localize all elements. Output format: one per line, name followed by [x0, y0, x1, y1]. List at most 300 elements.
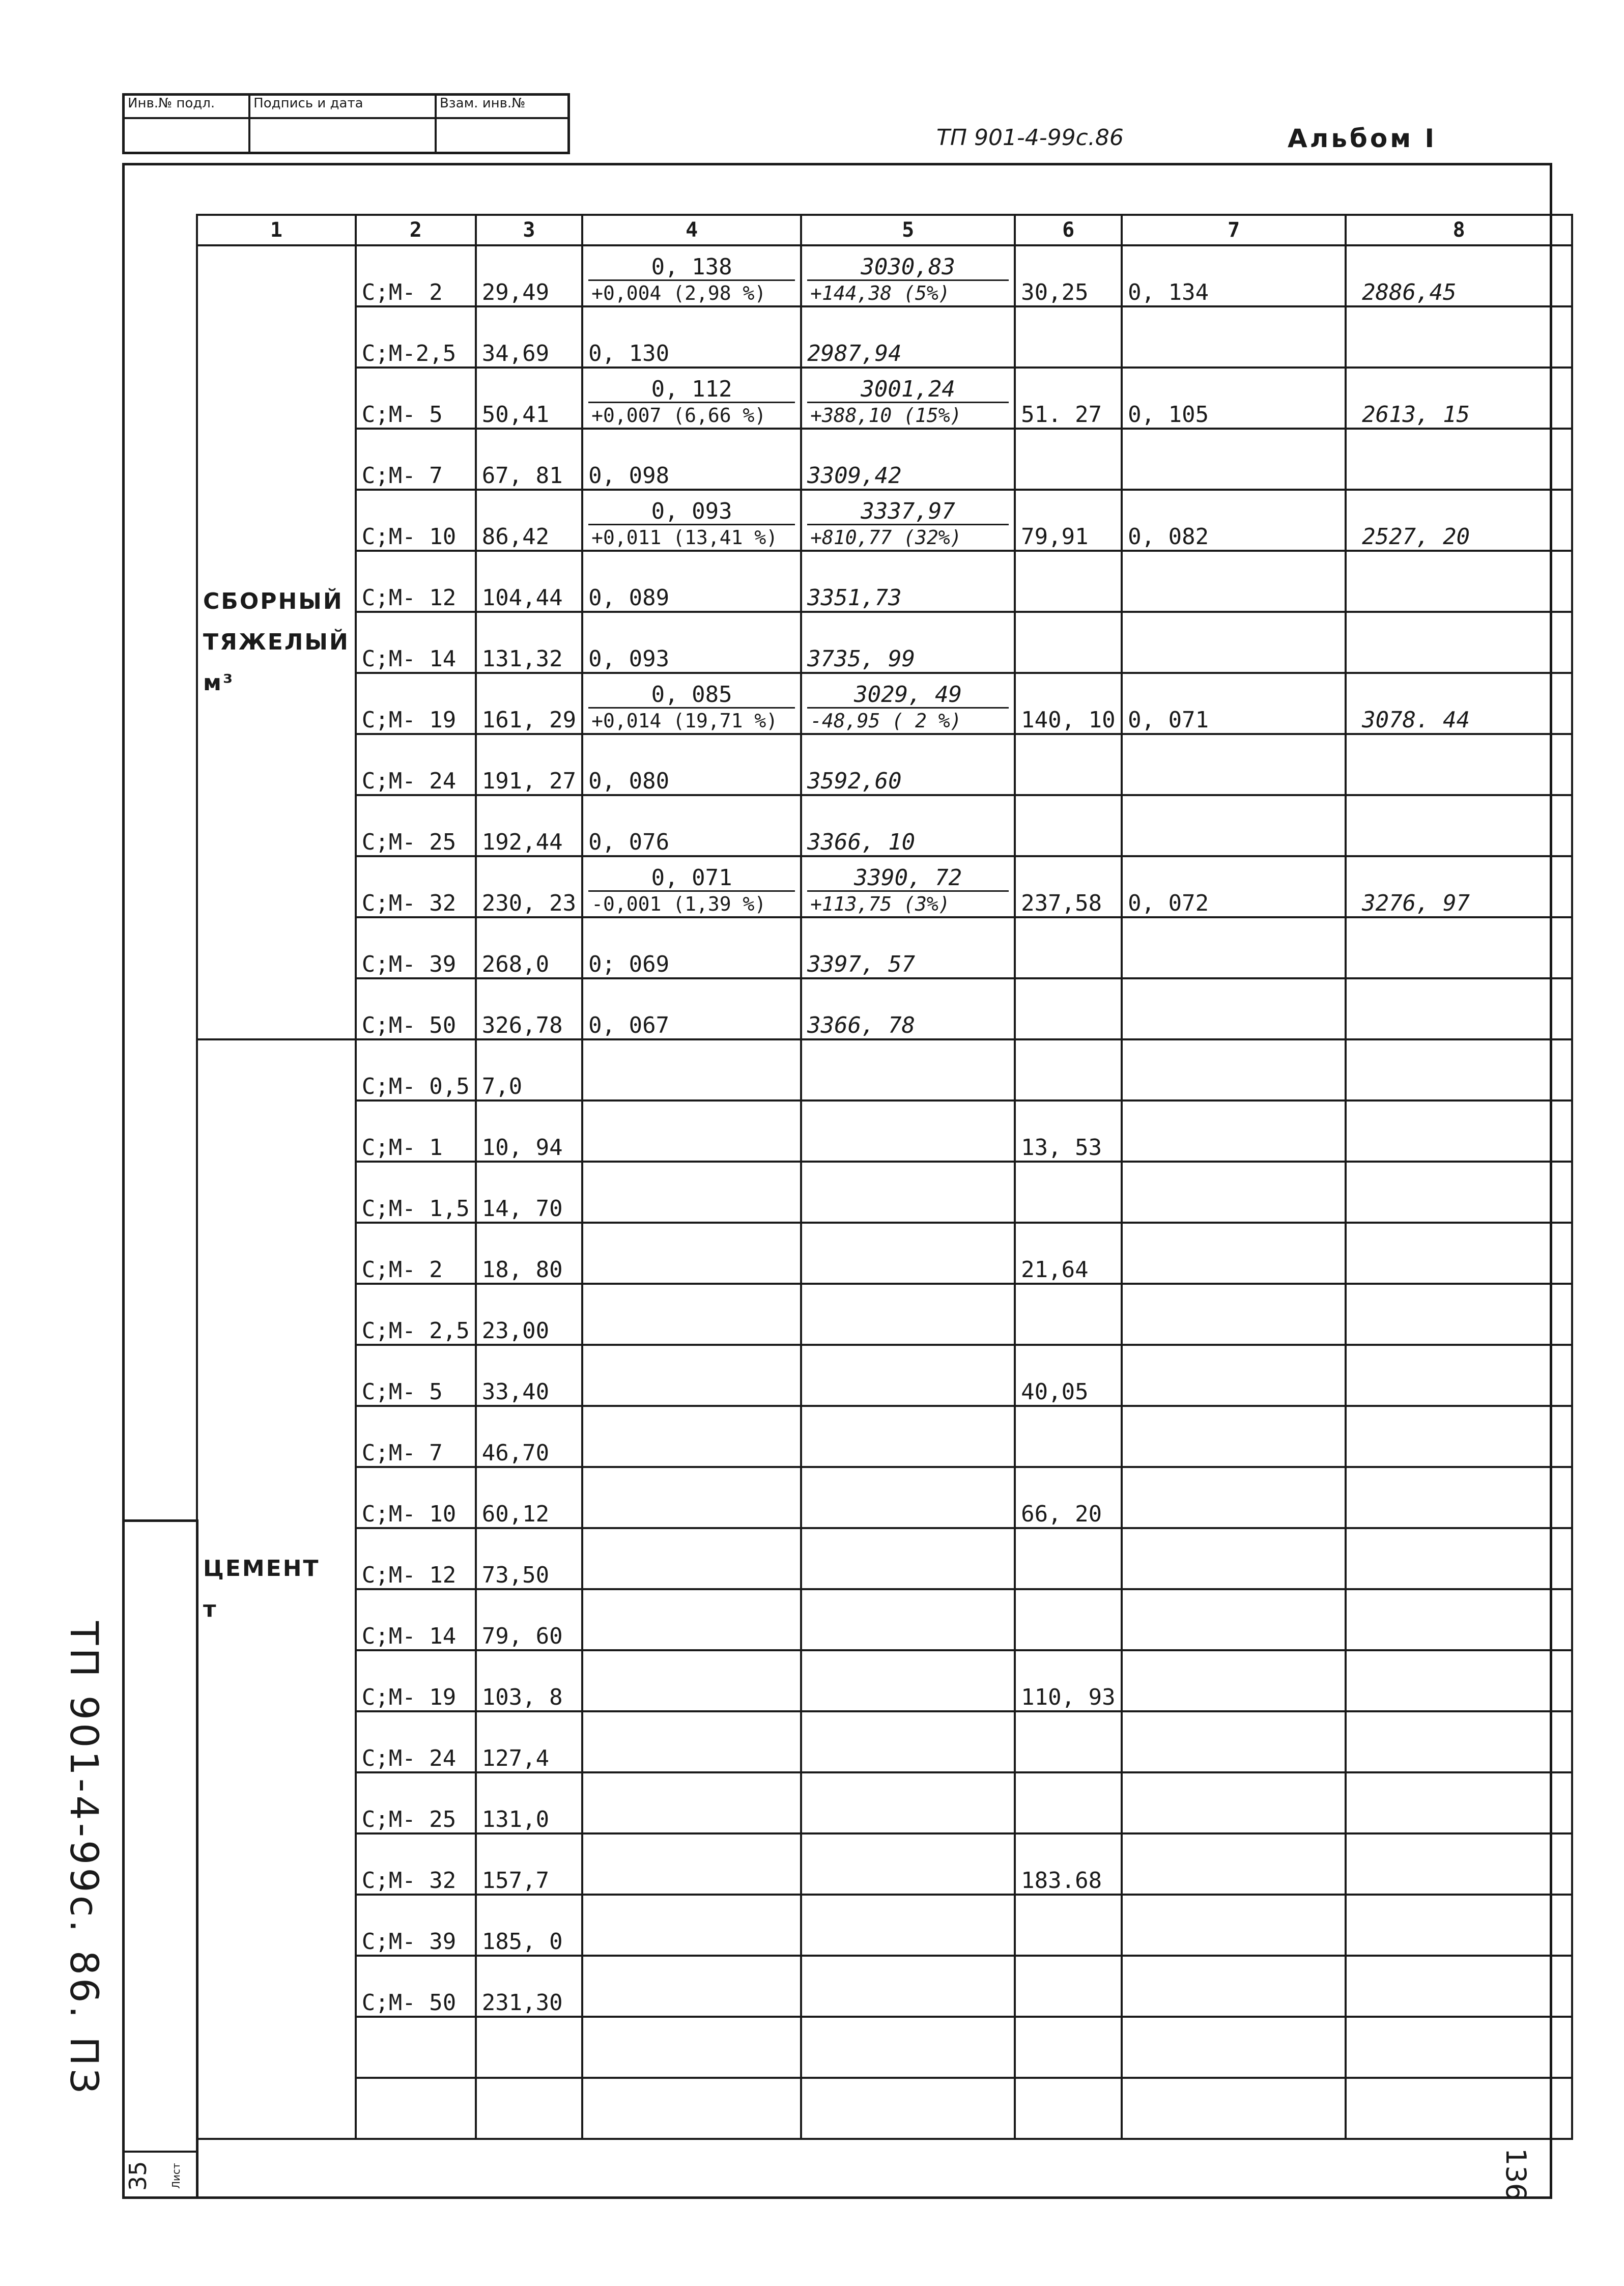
- cell-c5: [801, 1039, 1015, 1100]
- table-row: [197, 1956, 1572, 2017]
- cell-col7: [1122, 1772, 1346, 1833]
- cell-mark: С;М- 39: [356, 1895, 476, 1956]
- cell-col3: 192,44: [476, 795, 582, 856]
- cell-col7: [1122, 1406, 1346, 1467]
- cell-col7: [1122, 1284, 1346, 1345]
- cell-mark: С;М- 32: [356, 856, 476, 917]
- cell-mark: [356, 2078, 476, 2139]
- stamp-cell-signature-label: Подпись и дата: [253, 96, 363, 111]
- cell-col7: [1122, 1528, 1346, 1589]
- cell-col8: [1346, 1284, 1572, 1345]
- fraction-bottom: +113,75 (3%): [810, 893, 950, 915]
- cell-mark: С;М- 24: [356, 734, 476, 795]
- table-row: [197, 245, 1572, 306]
- cell-col3: 103, 8: [476, 1650, 582, 1711]
- fraction-top: 3030,83: [807, 255, 1009, 281]
- cell-col7: 0, 105: [1122, 368, 1346, 429]
- cell-col8: [1346, 1162, 1572, 1223]
- table-row: [197, 1772, 1572, 1833]
- fraction: [588, 499, 795, 550]
- cell-col8: [1346, 1345, 1572, 1406]
- cell-col6: [1015, 1162, 1122, 1223]
- cell-c5: [801, 1406, 1015, 1467]
- group-label-line: СБОРНЫЙ: [203, 588, 344, 614]
- table-row: [197, 368, 1572, 429]
- cell-col7: [1122, 734, 1346, 795]
- table-row: [197, 612, 1572, 673]
- cell-col6: [1015, 1589, 1122, 1650]
- cell-col7: 0, 134: [1122, 245, 1346, 306]
- fraction-top: 3337,97: [807, 499, 1009, 525]
- vertical-document-code: ТП 901-4-99с. 86. ПЗ: [62, 1621, 107, 2097]
- fraction-bottom: +0,004 (2,98 %): [591, 282, 766, 304]
- cell-c4: 0, 130: [582, 306, 801, 368]
- stamp-cell-replacement: [437, 96, 567, 152]
- cell-col8: [1346, 1467, 1572, 1528]
- cell-c5: [801, 1528, 1015, 1589]
- table-row: [197, 1895, 1572, 1956]
- cell-c5: 3366, 78: [801, 978, 1015, 1039]
- cell-c5: [801, 245, 1015, 306]
- cell-mark: С;М- 12: [356, 551, 476, 612]
- fraction: [807, 255, 1009, 305]
- cell-col8: [1346, 2078, 1572, 2139]
- cell-col8: [1346, 429, 1572, 490]
- fraction-top: 3390, 72: [807, 866, 1009, 892]
- cell-c4: [582, 1284, 801, 1345]
- table-row: [197, 1589, 1572, 1650]
- cell-mark: С;М- 2: [356, 245, 476, 306]
- cell-col3: 34,69: [476, 306, 582, 368]
- fraction: [588, 377, 795, 428]
- cell-mark: С;М- 10: [356, 1467, 476, 1528]
- table-row: [197, 1467, 1572, 1528]
- cell-col8: 2886,45: [1346, 245, 1572, 306]
- cell-c5: [801, 1650, 1015, 1711]
- cell-mark: С;М- 2: [356, 1223, 476, 1284]
- cell-c4: [582, 1956, 801, 2017]
- sheet-box: [122, 2151, 198, 2199]
- cell-col6: 110, 93: [1015, 1650, 1122, 1711]
- fraction-bottom: -48,95 ( 2 %): [810, 710, 962, 732]
- cell-c4: [582, 1833, 801, 1895]
- group-label-line: м³: [203, 670, 235, 696]
- cell-c4: [582, 2017, 801, 2078]
- cell-col8: [1346, 734, 1572, 795]
- cell-c4: [582, 673, 801, 734]
- cell-col3: 230, 23: [476, 856, 582, 917]
- cell-c4: [582, 1162, 801, 1223]
- table-row: [197, 917, 1572, 978]
- cell-c4: [582, 1895, 801, 1956]
- cell-mark: С;М- 12: [356, 1528, 476, 1589]
- table-row: [197, 1528, 1572, 1589]
- table-row: [197, 1711, 1572, 1772]
- cell-col6: 237,58: [1015, 856, 1122, 917]
- cell-mark: С;М- 2,5: [356, 1284, 476, 1345]
- cell-col8: [1346, 1711, 1572, 1772]
- fraction: [807, 499, 1009, 550]
- cell-col3: 231,30: [476, 1956, 582, 2017]
- cell-col8: [1346, 1528, 1572, 1589]
- cell-col7: [1122, 1711, 1346, 1772]
- cell-col3: 326,78: [476, 978, 582, 1039]
- column-header-1: 1: [197, 215, 356, 245]
- cell-col8: [1346, 1895, 1572, 1956]
- cell-c4: [582, 1650, 801, 1711]
- cell-c4: 0, 098: [582, 429, 801, 490]
- cell-col3: 67, 81: [476, 429, 582, 490]
- cell-c5: 3735, 99: [801, 612, 1015, 673]
- cell-mark: [356, 2017, 476, 2078]
- group-label-line: ЦЕМЕНТ: [203, 1556, 320, 1582]
- cell-c4: [582, 2078, 801, 2139]
- fraction-bottom: +810,77 (32%): [810, 526, 962, 549]
- document-code: ТП 901-4-99с.86: [936, 125, 1124, 151]
- table-row: [197, 1650, 1572, 1711]
- cell-col6: 183.68: [1015, 1833, 1122, 1895]
- cell-col7: [1122, 612, 1346, 673]
- cell-col7: [1122, 429, 1346, 490]
- cell-mark: С;М- 5: [356, 368, 476, 429]
- cell-col3: [476, 2078, 582, 2139]
- cell-mark: С;М- 10: [356, 490, 476, 551]
- group-label-line: ТЯЖЕЛЫЙ: [203, 629, 350, 655]
- cell-c4: 0, 093: [582, 612, 801, 673]
- cell-col3: 46,70: [476, 1406, 582, 1467]
- fraction-top: 3029, 49: [807, 683, 1009, 709]
- cell-c5: [801, 1284, 1015, 1345]
- table-row: [197, 856, 1572, 917]
- group-label-2: [197, 1039, 356, 2139]
- cell-col7: [1122, 1833, 1346, 1895]
- cell-col6: [1015, 795, 1122, 856]
- cell-col8: [1346, 917, 1572, 978]
- cell-c5: 3351,73: [801, 551, 1015, 612]
- sheet-label: Лист: [170, 2163, 182, 2189]
- estimate-table: [196, 214, 1573, 2140]
- cell-col3: 268,0: [476, 917, 582, 978]
- fraction: [807, 683, 1009, 733]
- stamp-cell-signature: [250, 96, 437, 152]
- cell-col6: [1015, 1528, 1122, 1589]
- table-row: [197, 1162, 1572, 1223]
- cell-mark: С;М- 14: [356, 612, 476, 673]
- table-row: [197, 306, 1572, 368]
- cell-c5: [801, 1956, 1015, 2017]
- cell-col3: 10, 94: [476, 1100, 582, 1162]
- table-row: [197, 673, 1572, 734]
- cell-mark: С;М- 25: [356, 795, 476, 856]
- approval-stamp: [122, 93, 570, 154]
- cell-c4: [582, 1223, 801, 1284]
- fraction: [588, 866, 795, 916]
- column-header-4: 4: [582, 215, 801, 245]
- cell-col7: [1122, 1039, 1346, 1100]
- cell-col6: [1015, 551, 1122, 612]
- group-label-1: [197, 245, 356, 1039]
- cell-col6: 21,64: [1015, 1223, 1122, 1284]
- cell-col3: 86,42: [476, 490, 582, 551]
- cell-col6: [1015, 306, 1122, 368]
- cell-col3: 79, 60: [476, 1589, 582, 1650]
- fraction-top: 0, 085: [588, 683, 795, 709]
- cell-col8: 3078. 44: [1346, 673, 1572, 734]
- cell-mark: С;М- 25: [356, 1772, 476, 1833]
- cell-mark: С;М- 24: [356, 1711, 476, 1772]
- cell-col6: [1015, 2017, 1122, 2078]
- cell-mark: С;М- 50: [356, 1956, 476, 2017]
- cell-col6: 30,25: [1015, 245, 1122, 306]
- cell-col7: [1122, 1895, 1346, 1956]
- cell-col3: 60,12: [476, 1467, 582, 1528]
- table-row: [197, 1223, 1572, 1284]
- fraction-top: 0, 112: [588, 377, 795, 403]
- cell-col8: [1346, 1650, 1572, 1711]
- column-header-6: 6: [1015, 215, 1122, 245]
- cell-col7: [1122, 1650, 1346, 1711]
- cell-col3: 157,7: [476, 1833, 582, 1895]
- fraction: [588, 255, 795, 305]
- cell-c5: 2987,94: [801, 306, 1015, 368]
- stamp-cell-inventory-label: Инв.№ подл.: [128, 96, 215, 111]
- cell-mark: С;М- 7: [356, 1406, 476, 1467]
- cell-mark: С;М- 1,5: [356, 1162, 476, 1223]
- cell-mark: С;М- 32: [356, 1833, 476, 1895]
- cell-col6: [1015, 1772, 1122, 1833]
- cell-col8: [1346, 1100, 1572, 1162]
- table-row: [197, 2078, 1572, 2139]
- fraction: [588, 683, 795, 733]
- cell-col8: [1346, 1772, 1572, 1833]
- table-row: [197, 1039, 1572, 1100]
- cell-col8: [1346, 551, 1572, 612]
- fraction-top: 3001,24: [807, 377, 1009, 403]
- cell-col7: [1122, 551, 1346, 612]
- cell-col6: [1015, 1039, 1122, 1100]
- cell-col3: 73,50: [476, 1528, 582, 1589]
- cell-col6: [1015, 612, 1122, 673]
- album-label: Альбом I: [1288, 124, 1437, 153]
- cell-col8: [1346, 1833, 1572, 1895]
- table-row: [197, 1345, 1572, 1406]
- cell-c5: 3366, 10: [801, 795, 1015, 856]
- cell-col3: 131,32: [476, 612, 582, 673]
- column-header-2: 2: [356, 215, 476, 245]
- column-header-8: 8: [1346, 215, 1572, 245]
- cell-col6: [1015, 1284, 1122, 1345]
- cell-c5: [801, 490, 1015, 551]
- cell-col6: [1015, 2078, 1122, 2139]
- cell-c4: [582, 1345, 801, 1406]
- cell-c4: [582, 1039, 801, 1100]
- table-row: [197, 551, 1572, 612]
- table-row: [197, 429, 1572, 490]
- cell-c4: [582, 1467, 801, 1528]
- cell-col3: 14, 70: [476, 1162, 582, 1223]
- cell-col6: [1015, 429, 1122, 490]
- cell-col8: [1346, 1039, 1572, 1100]
- cell-col6: [1015, 1956, 1122, 2017]
- stamp-cell-replacement-label: Взам. инв.№: [439, 96, 526, 111]
- table-row: [197, 1284, 1572, 1345]
- column-header-3: 3: [476, 215, 582, 245]
- cell-col6: 51. 27: [1015, 368, 1122, 429]
- fraction-bottom: +0,007 (6,66 %): [591, 404, 766, 427]
- cell-col7: [1122, 1467, 1346, 1528]
- fraction: [807, 866, 1009, 916]
- cell-col6: 40,05: [1015, 1345, 1122, 1406]
- cell-col7: [1122, 917, 1346, 978]
- cell-c4: [582, 1100, 801, 1162]
- cell-col6: 79,91: [1015, 490, 1122, 551]
- cell-col7: 0, 072: [1122, 856, 1346, 917]
- cell-col8: [1346, 2017, 1572, 2078]
- cell-col8: [1346, 1406, 1572, 1467]
- cell-c4: [582, 1528, 801, 1589]
- fraction-bottom: +0,014 (19,71 %): [591, 710, 778, 732]
- cell-col3: 23,00: [476, 1284, 582, 1345]
- cell-mark: С;М- 14: [356, 1589, 476, 1650]
- cell-mark: С;М- 1: [356, 1100, 476, 1162]
- title-sidebar: [122, 1519, 198, 2199]
- table-row: [197, 1406, 1572, 1467]
- table-row: [197, 1833, 1572, 1895]
- cell-c4: 0, 080: [582, 734, 801, 795]
- cell-col3: 33,40: [476, 1345, 582, 1406]
- cell-col7: [1122, 1223, 1346, 1284]
- cell-col7: [1122, 1345, 1346, 1406]
- cell-col7: [1122, 2078, 1346, 2139]
- cell-col8: 3276, 97: [1346, 856, 1572, 917]
- cell-col6: [1015, 978, 1122, 1039]
- fraction-bottom: +144,38 (5%): [810, 282, 950, 304]
- cell-col7: 0, 082: [1122, 490, 1346, 551]
- cell-col7: [1122, 306, 1346, 368]
- table-row: [197, 734, 1572, 795]
- column-header-5: 5: [801, 215, 1015, 245]
- cell-col6: [1015, 734, 1122, 795]
- page-number: 136: [1500, 2148, 1532, 2201]
- fraction-top: 0, 138: [588, 255, 795, 281]
- cell-c4: [582, 1711, 801, 1772]
- cell-c4: [582, 1589, 801, 1650]
- cell-mark: С;М- 19: [356, 1650, 476, 1711]
- cell-c5: [801, 1711, 1015, 1772]
- cell-col7: [1122, 978, 1346, 1039]
- table-header-row: [197, 215, 1572, 245]
- cell-mark: С;М- 39: [356, 917, 476, 978]
- cell-col3: 29,49: [476, 245, 582, 306]
- table-row: [197, 2017, 1572, 2078]
- cell-c5: [801, 368, 1015, 429]
- cell-col6: [1015, 1711, 1122, 1772]
- cell-c4: [582, 368, 801, 429]
- cell-c5: [801, 1772, 1015, 1833]
- fraction: [807, 377, 1009, 428]
- cell-col8: [1346, 306, 1572, 368]
- cell-c4: [582, 1406, 801, 1467]
- cell-col8: [1346, 795, 1572, 856]
- cell-c5: [801, 1833, 1015, 1895]
- cell-col6: 13, 53: [1015, 1100, 1122, 1162]
- cell-mark: С;М-2,5: [356, 306, 476, 368]
- cell-c5: [801, 1223, 1015, 1284]
- cell-mark: С;М- 0,5: [356, 1039, 476, 1100]
- cell-col8: [1346, 1589, 1572, 1650]
- fraction-top: 0, 093: [588, 499, 795, 525]
- cell-mark: С;М- 5: [356, 1345, 476, 1406]
- fraction-top: 0, 071: [588, 866, 795, 892]
- cell-col7: [1122, 1100, 1346, 1162]
- cell-c5: [801, 856, 1015, 917]
- cell-c5: [801, 1589, 1015, 1650]
- cell-c4: 0; 069: [582, 917, 801, 978]
- cell-c5: [801, 1100, 1015, 1162]
- cell-c4: [582, 245, 801, 306]
- cell-c4: 0, 067: [582, 978, 801, 1039]
- cell-col8: [1346, 612, 1572, 673]
- cell-col3: 191, 27: [476, 734, 582, 795]
- cell-col6: [1015, 917, 1122, 978]
- cell-col3: 50,41: [476, 368, 582, 429]
- cell-mark: С;М- 7: [356, 429, 476, 490]
- cell-col7: [1122, 2017, 1346, 2078]
- cell-col3: [476, 2017, 582, 2078]
- cell-mark: С;М- 50: [356, 978, 476, 1039]
- cell-col7: [1122, 795, 1346, 856]
- cell-col7: 0, 071: [1122, 673, 1346, 734]
- cell-col8: [1346, 1223, 1572, 1284]
- cell-c5: 3397, 57: [801, 917, 1015, 978]
- cell-col7: [1122, 1162, 1346, 1223]
- group-label-line: т: [203, 1596, 218, 1622]
- cell-c5: [801, 1345, 1015, 1406]
- cell-col6: [1015, 1406, 1122, 1467]
- cell-col7: [1122, 1956, 1346, 2017]
- table-row: [197, 795, 1572, 856]
- stamp-cell-inventory: [125, 96, 250, 152]
- cell-c4: [582, 1772, 801, 1833]
- cell-col3: 161, 29: [476, 673, 582, 734]
- cell-c5: [801, 1467, 1015, 1528]
- cell-col8: [1346, 1956, 1572, 2017]
- cell-c5: 3309,42: [801, 429, 1015, 490]
- cell-c5: 3592,60: [801, 734, 1015, 795]
- column-header-7: 7: [1122, 215, 1346, 245]
- cell-col7: [1122, 1589, 1346, 1650]
- cell-c4: [582, 490, 801, 551]
- fraction-bottom: -0,001 (1,39 %): [591, 893, 766, 915]
- cell-mark: С;М- 19: [356, 673, 476, 734]
- cell-col3: 18, 80: [476, 1223, 582, 1284]
- cell-c4: 0, 089: [582, 551, 801, 612]
- cell-col6: [1015, 1895, 1122, 1956]
- cell-c5: [801, 1162, 1015, 1223]
- cell-col6: 66, 20: [1015, 1467, 1122, 1528]
- cell-c4: [582, 856, 801, 917]
- cell-col8: 2527, 20: [1346, 490, 1572, 551]
- cell-c5: [801, 2078, 1015, 2139]
- cell-col3: 127,4: [476, 1711, 582, 1772]
- fraction-bottom: +388,10 (15%): [810, 404, 962, 427]
- table-row: [197, 1100, 1572, 1162]
- cell-c5: [801, 673, 1015, 734]
- cell-c5: [801, 1895, 1015, 1956]
- sheet-number: 35: [122, 2153, 170, 2199]
- table-row: [197, 490, 1572, 551]
- cell-col3: 131,0: [476, 1772, 582, 1833]
